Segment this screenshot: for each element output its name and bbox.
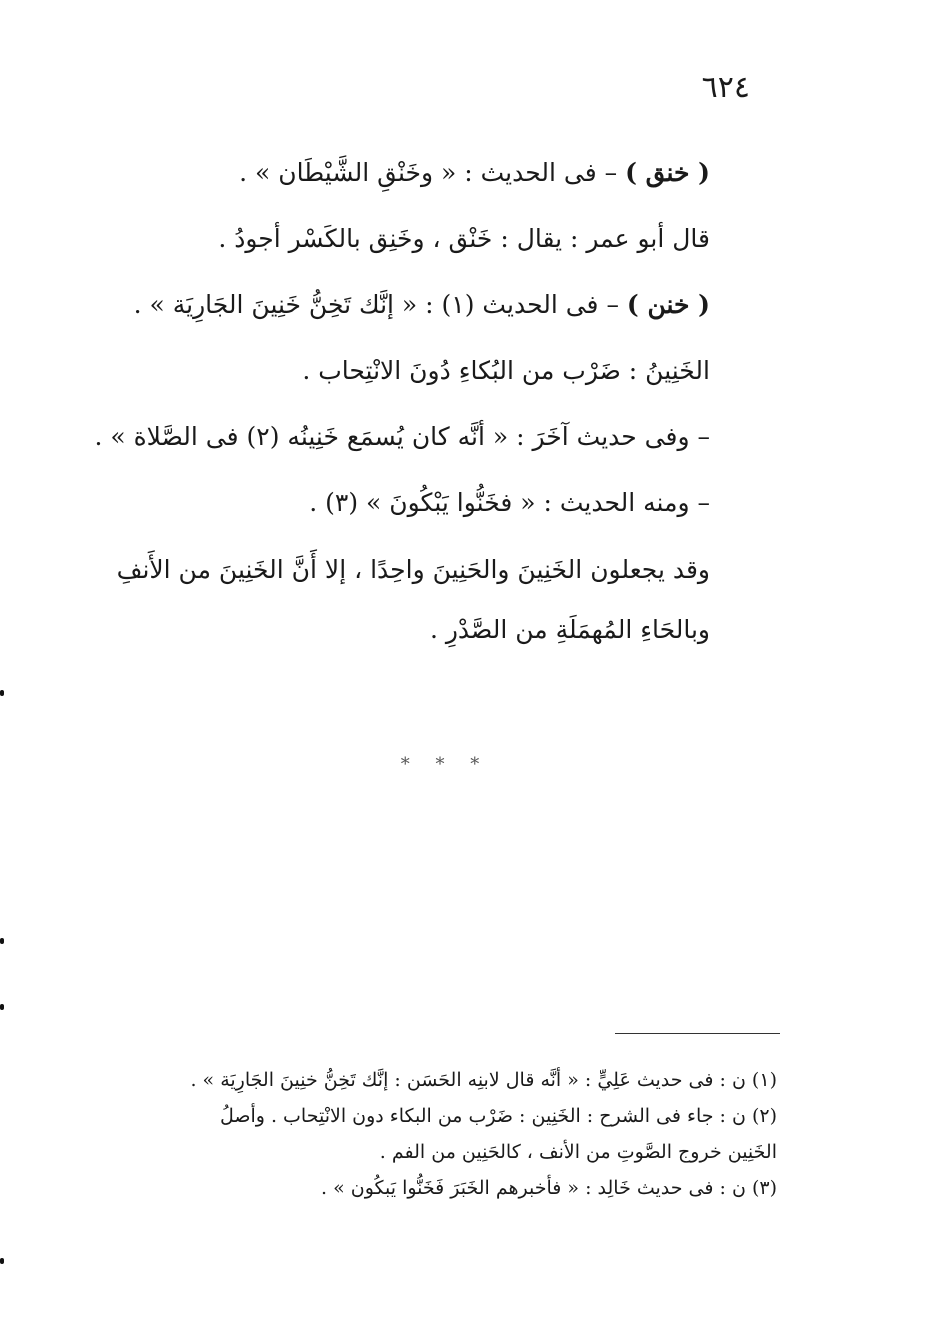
entry-khanaq-headword: ( خنق ) — [625, 158, 710, 187]
entry-khanan-headword: ( خنن ) — [626, 290, 710, 319]
footnote-1: (١) ن : فى حديث عَلِيٍّ : « أنَّه قال لابنِه الحَسَن : إنَّك تَخِنُّ خنِينَ الجَارِيَة » . — [190, 1069, 777, 1091]
footnote-2-line-2: الخَنِين خروج الصَّوتِ من الأنف ، كالحَنِين من الفم . — [379, 1141, 777, 1163]
footnote-2-line-1: (٢) ن : جاء فى الشرح : الخَنِين : ضَرْب من البكاء دون الانْتِحاب . وأصلُ — [219, 1105, 777, 1127]
footnote-divider — [615, 1033, 780, 1034]
main-text — [94, 140, 710, 660]
entry-khanaq-line — [100, 140, 710, 206]
scan-edge-mark — [0, 1258, 4, 1264]
footnotes — [105, 1062, 777, 1206]
minhu-hadith-line: – ومنه الحديث : « فخَنُّوا يَبْكُونَ » (٣) . — [309, 488, 710, 517]
scan-edge-mark — [0, 1004, 4, 1010]
closing-paragraph: وقد يجعلون الخَنِينَ والحَنِينَ واحِدًا ، إلا أَنَّ الخَنِينَ من الأَنفِ وبالحَاءِ المُهمَلَةِ من الصَّدْرِ . — [116, 555, 710, 644]
scan-edge-mark — [0, 938, 4, 944]
scan-edge-mark — [0, 690, 4, 696]
footnote-3: (٣) ن : فى حديث خَالِد : « فأخبرهم الخَبَرَ فَخَنُّوا يَبكُون » . — [321, 1177, 777, 1199]
khanin-definition-line: الخَنِينُ : ضَرْب من البُكاءِ دُونَ الانْتِحاب . — [302, 356, 710, 385]
section-separator: * * * — [400, 754, 490, 775]
abu-amr-line: قال أبو عمر : يقال : خَنْق ، وخَنِق بالكَسْر أجودُ . — [218, 224, 710, 253]
entry-khanan-line — [100, 272, 710, 338]
another-hadith-line: – وفى حديث آخَرَ : « أنَّه كان يُسمَع خَنِينُه (٢) فى الصَّلاة » . — [94, 422, 710, 451]
entry-khanan-text: – فى الحديث (١) : « إنَّك تَخِنُّ خَنِينَ الجَارِيَة » . — [133, 290, 627, 319]
page-number: ٦٢٤ — [701, 70, 750, 105]
entry-khanaq-text: – فى الحديث : « وخَنْقِ الشَّيْطَان » . — [239, 158, 626, 187]
